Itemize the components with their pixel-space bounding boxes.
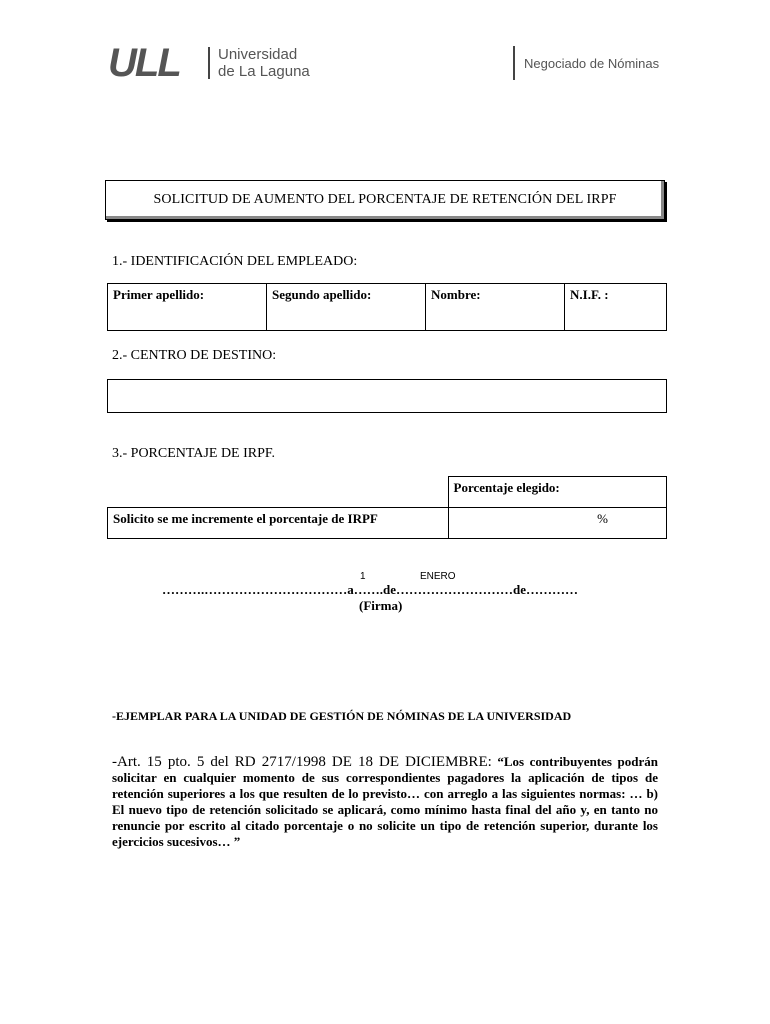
article-text: “Los contribuyentes podrán solicitar en cualquier momento de sus correspondientes pagadores la aplicación de tipos de retención superiores a los que resulten de lo previsto… con arreglo a las siguientes normas: … b) El nuevo tipo de retención solicitado se aplicará, como mínimo hasta final del año y, en tanto no renuncie por escrito al citado porcentaje o no solicite un tipo de retención superior, durante los ejercicios sucesivos… ” [112, 754, 658, 849]
percent-unit: % [597, 511, 608, 526]
name-field[interactable] [426, 284, 565, 331]
signature-date-line: ……….……………………………a…….de………………………de………… [162, 582, 578, 597]
university-line-1: Universidad [218, 46, 298, 63]
employee-id-table [107, 283, 667, 331]
section3-heading: 3.- PORCENTAJE DE IRPF. [112, 446, 276, 461]
university-line-2: de La Laguna [218, 63, 310, 80]
legal-article [112, 754, 658, 850]
department-name: Negociado de Nóminas [524, 56, 660, 71]
work-center-field[interactable] [107, 379, 667, 413]
department-divider [513, 46, 515, 80]
logo-divider [208, 47, 210, 79]
section1-heading: 1.- IDENTIFICACIÓN DEL EMPLEADO: [112, 254, 358, 269]
first-surname-label: Primer apellido: [113, 287, 205, 302]
name-label: Nombre: [431, 287, 481, 302]
second-surname-label: Segundo apellido: [272, 287, 372, 302]
copy-note: -EJEMPLAR PARA LA UNIDAD DE GESTIÓN DE NÓMINAS DE LA UNIVERSIDAD [112, 709, 572, 723]
ull-logo [108, 42, 200, 84]
irpf-request-text: Solicito se me incremente el porcentaje de IRPF [108, 508, 449, 539]
form-title: SOLICITUD DE AUMENTO DEL PORCENTAJE DE RETENCIÓN DEL IRPF [153, 192, 617, 207]
article-reference: -Art. 15 pto. 5 del RD 2717/1998 DE 18 DE DICIEMBRE: [112, 754, 492, 770]
percentage-input[interactable] [448, 508, 667, 539]
signature-month[interactable]: ENERO [420, 571, 456, 582]
irpf-table [107, 476, 667, 539]
first-surname-field[interactable] [108, 284, 267, 331]
logo-initials: ULL [108, 42, 180, 84]
chosen-percentage-label: Porcentaje elegido: [448, 477, 667, 508]
section2-heading: 2.- CENTRO DE DESTINO: [112, 348, 277, 363]
second-surname-field[interactable] [267, 284, 426, 331]
signature-label: (Firma) [359, 598, 403, 613]
university-name [218, 46, 310, 80]
title-box [105, 180, 665, 220]
nif-field[interactable] [565, 284, 667, 331]
signature-day[interactable]: 1 [360, 571, 366, 582]
nif-label: N.I.F. : [570, 287, 609, 302]
